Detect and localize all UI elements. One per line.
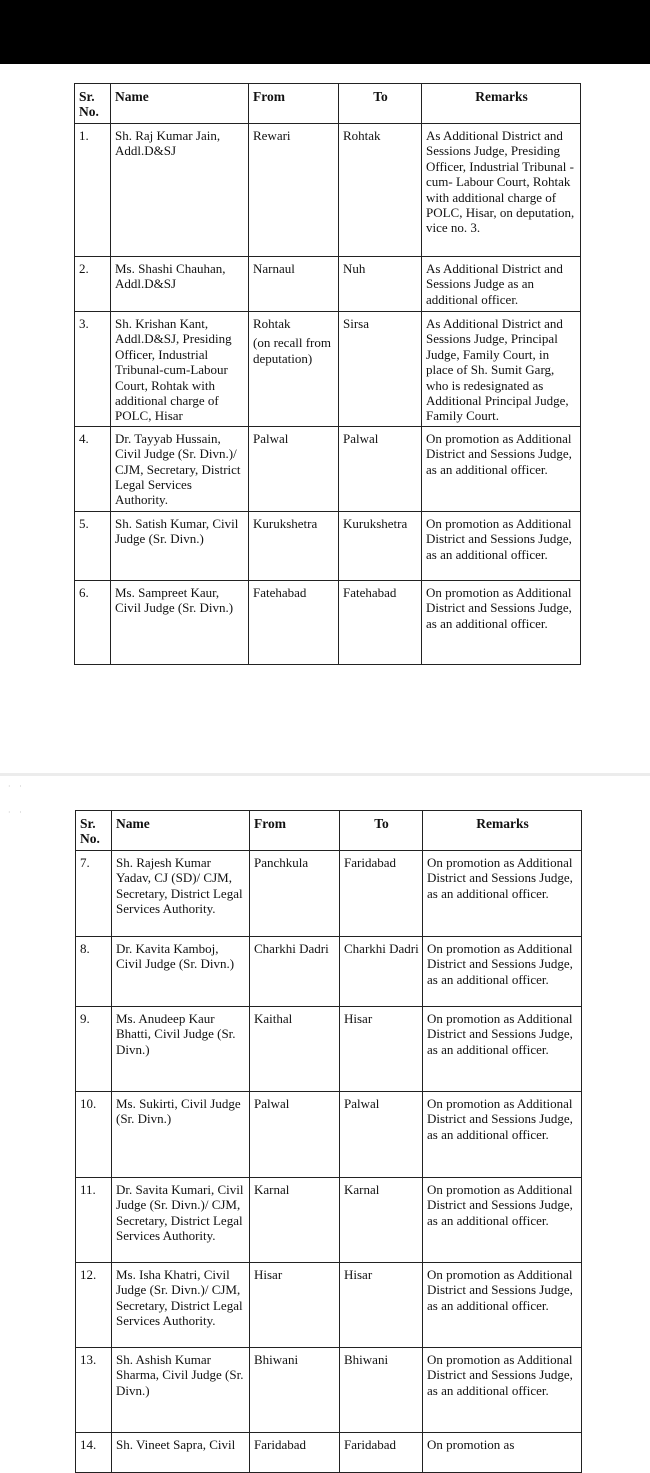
cell-name: Dr. Savita Kumari, Civil Judge (Sr. Divn.)/ CJM, Secretary, District Legal Services Authority.: [112, 1178, 250, 1263]
table-header-row: [76, 811, 582, 851]
transfer-table-page-2: [75, 810, 582, 1473]
cell-sr-no: 1.: [75, 124, 111, 257]
page-divider: [0, 773, 650, 776]
cell-name: Sh. Krishan Kant, Addl.D&SJ, Presiding Officer, Industrial Tribunal-cum-Labour Court, Rohtak with additional charge of POLC, Hisar: [111, 312, 249, 427]
header-from: From: [249, 84, 339, 124]
cell-to: Sirsa: [339, 312, 422, 427]
table-row: [76, 1348, 582, 1433]
cell-from: Bhiwani: [250, 1348, 340, 1433]
cell-sr-no: 13.: [76, 1348, 112, 1433]
cell-name: Dr. Kavita Kamboj, Civil Judge (Sr. Divn.): [112, 937, 250, 1007]
cell-sr-no: 7.: [76, 851, 112, 937]
cell-sr-no: 4.: [75, 426, 111, 511]
cell-to: Kurukshetra: [339, 511, 422, 580]
table-row: [75, 124, 581, 257]
cell-sr-no: 12.: [76, 1263, 112, 1348]
table-row: [76, 1007, 582, 1092]
cell-remarks: As Additional District and Sessions Judge, Presiding Officer, Industrial Tribunal -cum- Labour Court, Rohtak with additional charge of POLC, Hisar, on deputation, vice no. 3.: [422, 124, 581, 257]
header-to: To: [340, 811, 423, 851]
from-note: (on recall from deputation): [253, 335, 331, 366]
cell-sr-no: 9.: [76, 1007, 112, 1092]
table-row: [75, 426, 581, 511]
cell-name: Ms. Sukirti, Civil Judge (Sr. Divn.): [112, 1092, 250, 1178]
cell-remarks: As Additional District and Sessions Judge as an additional officer.: [422, 257, 581, 312]
scan-specks: · ·: [8, 782, 25, 791]
cell-remarks: On promotion as Additional District and Sessions Judge, as an additional officer.: [422, 426, 581, 511]
cell-from: Palwal: [249, 426, 339, 511]
table-row: [76, 1092, 582, 1178]
cell-remarks: On promotion as Additional District and Sessions Judge, as an additional officer.: [423, 937, 582, 1007]
cell-to: Faridabad: [340, 1433, 423, 1473]
cell-from: Palwal: [250, 1092, 340, 1178]
cell-remarks: On promotion as Additional District and Sessions Judge, as an additional officer.: [422, 580, 581, 664]
cell-name: Sh. Raj Kumar Jain, Addl.D&SJ: [111, 124, 249, 257]
cell-sr-no: 5.: [75, 511, 111, 580]
header-from: From: [250, 811, 340, 851]
cell-from: Fatehabad: [249, 580, 339, 664]
cell-remarks: On promotion as Additional District and Sessions Judge, as an additional officer.: [423, 851, 582, 937]
cell-from: Kurukshetra: [249, 511, 339, 580]
cell-from: Kaithal: [250, 1007, 340, 1092]
table-row: [75, 511, 581, 580]
table-row: [75, 312, 581, 427]
header-remarks: Remarks: [423, 811, 582, 851]
cell-from: Charkhi Dadri: [250, 937, 340, 1007]
cell-to: Palwal: [339, 426, 422, 511]
table-row: [76, 851, 582, 937]
cell-to: Charkhi Dadri: [340, 937, 423, 1007]
table-row: [75, 580, 581, 664]
cell-from: Hisar: [250, 1263, 340, 1348]
table-row: [76, 1178, 582, 1263]
cell-sr-no: 14.: [76, 1433, 112, 1473]
cell-remarks: On promotion as Additional District and Sessions Judge, as an additional officer.: [423, 1348, 582, 1433]
header-sr-no: Sr. No.: [75, 84, 111, 124]
header-sr-no: Sr. No.: [76, 811, 112, 851]
cell-name: Sh. Satish Kumar, Civil Judge (Sr. Divn.): [111, 511, 249, 580]
table-row: [76, 1263, 582, 1348]
cell-from: [249, 312, 339, 427]
cell-sr-no: 3.: [75, 312, 111, 427]
cell-remarks: On promotion as Additional District and Sessions Judge, as an additional officer.: [423, 1007, 582, 1092]
table-row: [76, 937, 582, 1007]
header-to: To: [339, 84, 422, 124]
cell-name: Sh. Rajesh Kumar Yadav, CJ (SD)/ CJM, Secretary, District Legal Services Authority.: [112, 851, 250, 937]
cell-from: Faridabad: [250, 1433, 340, 1473]
transfer-table-page-1: [74, 83, 581, 665]
cell-from: Narnaul: [249, 257, 339, 312]
cell-name: Sh. Ashish Kumar Sharma, Civil Judge (Sr. Divn.): [112, 1348, 250, 1433]
from-place: Rohtak: [253, 316, 291, 331]
cell-to: Faridabad: [340, 851, 423, 937]
cell-name: Ms. Isha Khatri, Civil Judge (Sr. Divn.)/ CJM, Secretary, District Legal Services Authority.: [112, 1263, 250, 1348]
header-name: Name: [112, 811, 250, 851]
table-row: [75, 257, 581, 312]
cell-from: Rewari: [249, 124, 339, 257]
cell-to: Karnal: [340, 1178, 423, 1263]
header-remarks: Remarks: [422, 84, 581, 124]
table-header-row: [75, 84, 581, 124]
cell-remarks: On promotion as: [423, 1433, 582, 1473]
cell-remarks: As Additional District and Sessions Judge, Principal Judge, Family Court, in place of Sh. Sumit Garg, who is redesignated as Additional Principal Judge, Family Court.: [422, 312, 581, 427]
cell-remarks: On promotion as Additional District and Sessions Judge, as an additional officer.: [423, 1092, 582, 1178]
cell-sr-no: 6.: [75, 580, 111, 664]
cell-name: Dr. Tayyab Hussain, Civil Judge (Sr. Divn.)/ CJM, Secretary, District Legal Services Authority.: [111, 426, 249, 511]
top-black-bar: [0, 0, 650, 64]
scan-specks: · ·: [8, 808, 25, 817]
cell-to: Hisar: [340, 1007, 423, 1092]
header-name: Name: [111, 84, 249, 124]
cell-name: Sh. Vineet Sapra, Civil: [112, 1433, 250, 1473]
cell-name: Ms. Sampreet Kaur, Civil Judge (Sr. Divn.): [111, 580, 249, 664]
cell-remarks: On promotion as Additional District and Sessions Judge, as an additional officer.: [422, 511, 581, 580]
cell-from: Karnal: [250, 1178, 340, 1263]
cell-sr-no: 8.: [76, 937, 112, 1007]
cell-to: Fatehabad: [339, 580, 422, 664]
cell-sr-no: 11.: [76, 1178, 112, 1263]
cell-to: Hisar: [340, 1263, 423, 1348]
cell-from: Panchkula: [250, 851, 340, 937]
cell-to: Rohtak: [339, 124, 422, 257]
cell-remarks: On promotion as Additional District and Sessions Judge, as an additional officer.: [423, 1263, 582, 1348]
cell-sr-no: 2.: [75, 257, 111, 312]
cell-to: Nuh: [339, 257, 422, 312]
cell-name: Ms. Anudeep Kaur Bhatti, Civil Judge (Sr. Divn.): [112, 1007, 250, 1092]
table-row: [76, 1433, 582, 1473]
cell-to: Bhiwani: [340, 1348, 423, 1433]
cell-to: Palwal: [340, 1092, 423, 1178]
cell-name: Ms. Shashi Chauhan, Addl.D&SJ: [111, 257, 249, 312]
cell-remarks: On promotion as Additional District and Sessions Judge, as an additional officer.: [423, 1178, 582, 1263]
cell-sr-no: 10.: [76, 1092, 112, 1178]
